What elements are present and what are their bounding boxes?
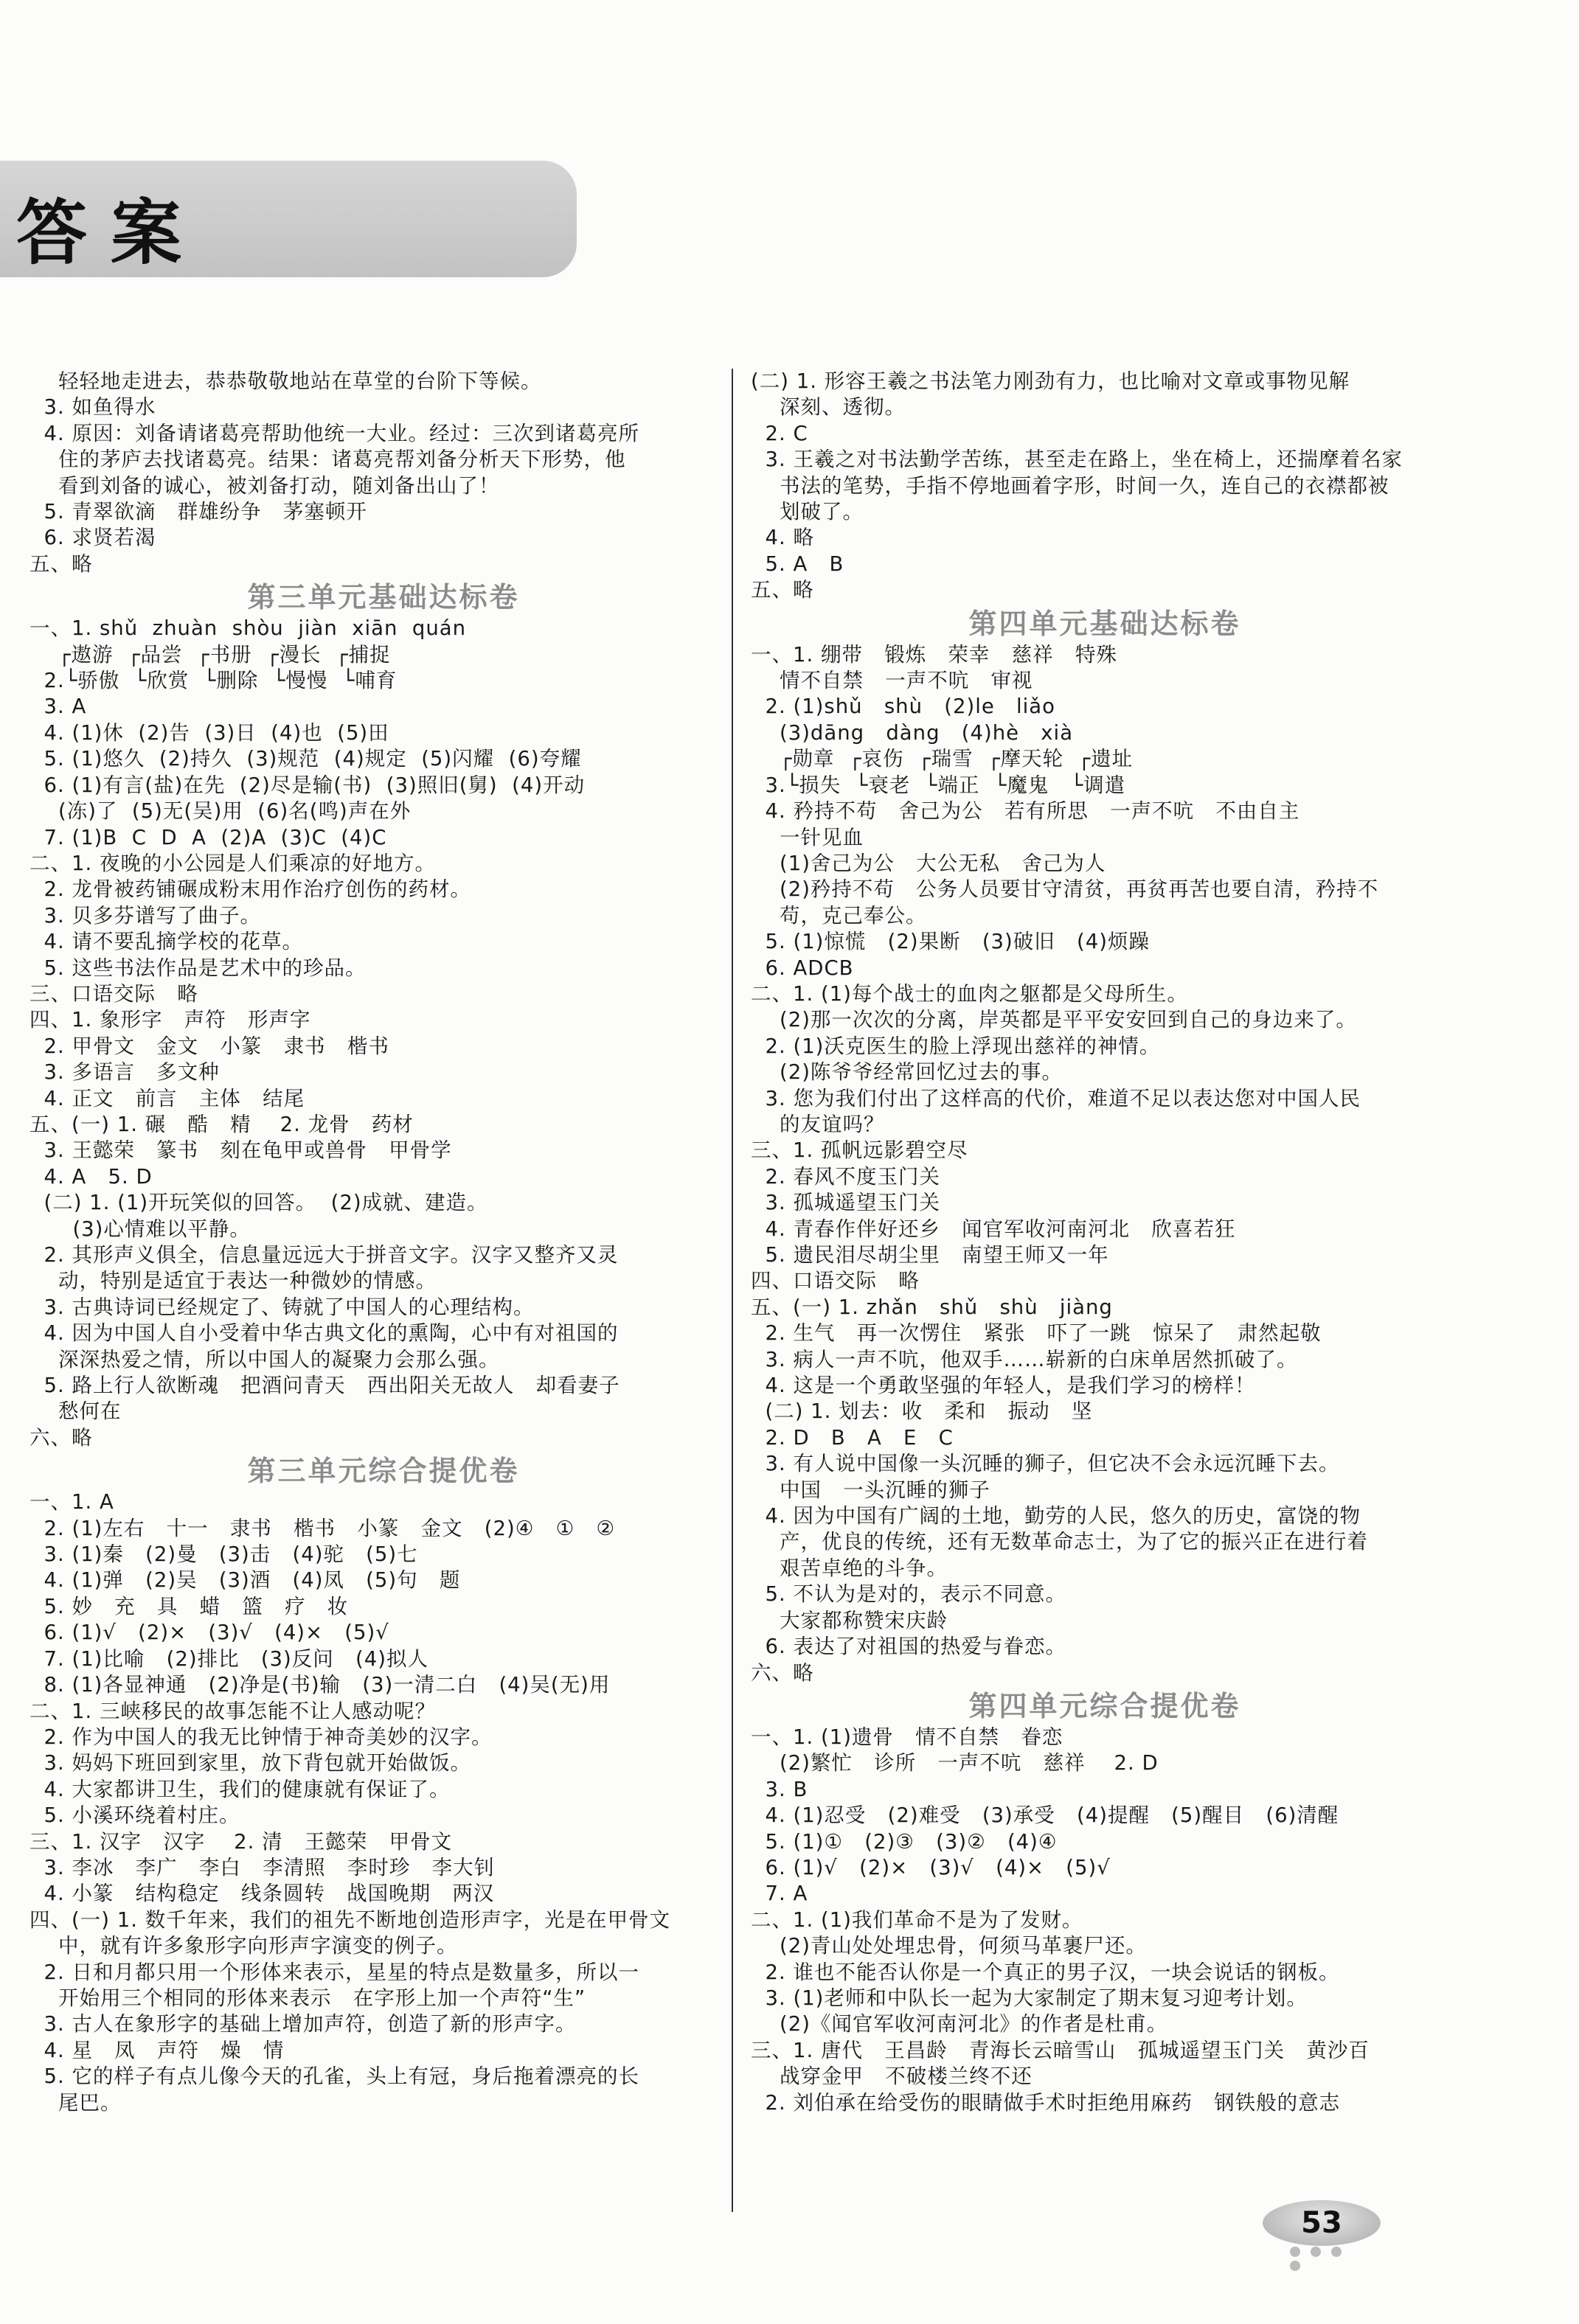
answer-line: 一针见血 (751, 825, 864, 849)
answer-line: 中国 一头沉睡的狮子 (751, 1478, 990, 1502)
answer-line: 六、略 (751, 1660, 814, 1685)
answer-line: 一、1. 绷带 锻炼 荣幸 慈祥 特殊 (751, 642, 1117, 667)
left-column (30, 369, 738, 2116)
answer-line: 3. 古人在象形字的基础上增加声符，创造了新的形声字。 (30, 2012, 577, 2036)
section-heading: 第三单元综合提优卷 (247, 1454, 520, 1488)
page-number-decoration (1285, 2246, 1366, 2258)
answer-line: 五、略 (30, 552, 93, 576)
answer-line: 深刻、透彻。 (751, 395, 906, 420)
answer-line: 4. 请不要乱摘学校的花草。 (30, 930, 303, 954)
answer-line: 三、口语交际 略 (30, 981, 198, 1006)
answer-line: 4. 因为中国人自小受着中华古典文化的熏陶，心中有对祖国的 (30, 1321, 619, 1346)
answer-line: 3. 有人说中国像一头沉睡的狮子，但它决不会永远沉睡下去。 (751, 1452, 1340, 1476)
answer-line: 二、1. 夜晚的小公园是人们乘凉的好地方。 (30, 851, 436, 875)
answer-line: 5. 青翠欲滴 群雄纷争 茅塞顿开 (30, 500, 367, 524)
answer-line: 三、1. 汉字 汉字 2. 清 王懿荣 甲骨文 (30, 1829, 453, 1854)
answer-line: 5. (1)惊慌 (2)果断 (3)破旧 (4)烦躁 (751, 930, 1150, 954)
answer-line: 6. 表达了对祖国的热爱与眷恋。 (751, 1635, 1066, 1659)
answer-line: 3. 多语言 多文种 (30, 1060, 220, 1085)
section-heading: 第四单元综合提优卷 (968, 1688, 1241, 1722)
answer-line: 愁何在 (30, 1399, 122, 1424)
answer-line: ┌遨游 ┌品尝 ┌书册 ┌漫长 ┌捕捉 (30, 642, 391, 667)
answer-line: (2)《闻官军收河南河北》的作者是杜甫。 (751, 2012, 1168, 2036)
answer-line: 2. 日和月都只用一个形体来表示，星星的特点是数量多，所以一 (30, 1960, 639, 1984)
answer-line: 5. 不认为是对的，表示不同意。 (751, 1582, 1066, 1607)
answer-line: 3. 王羲之对书法勤学苦练，甚至走在路上，坐在椅上，还揣摩着名家 (751, 448, 1403, 472)
answer-line: 动，特别是适宜于表达一种微妙的情感。 (30, 1269, 437, 1293)
answer-line: 深深热爱之情，所以中国人的凝聚力会那么强。 (30, 1347, 500, 1371)
answer-line: 3. A (30, 695, 87, 719)
answer-line: (3)dāng dàng (4)hè xià (751, 720, 1074, 745)
answer-line: 2. D B A E C (751, 1425, 954, 1450)
answer-line: 3. B (751, 1777, 808, 1801)
answer-line: 看到刘备的诚心，被刘备打动，随刘备出山了！ (30, 473, 500, 498)
answer-line: (2)繁忙 诊所 一声不吭 慈祥 2. D (751, 1751, 1159, 1775)
answer-line: 6. (1)有言(盐)在先 (2)尽是输(书) (3)照旧(舅) (4)开动 (30, 773, 586, 797)
answer-line: 3. 孤城遥望玉门关 (751, 1191, 940, 1215)
answer-line: (二) 1. 划去：收 柔和 振动 坚 (751, 1399, 1093, 1424)
answer-line: (2)矜持不苟 公务人员要甘守清贫，再贫再苦也要自清，矜持不 (751, 877, 1379, 902)
answer-line: 一、1. A (30, 1490, 114, 1514)
answer-line: 艰苦卓绝的斗争。 (751, 1556, 948, 1580)
answer-line: 中，就有许多象形字向形声字演变的例子。 (30, 1934, 458, 1958)
answer-line: 3. 贝多芬谱写了曲子。 (30, 903, 261, 928)
answer-line: 三、1. 孤帆远影碧空尽 (751, 1138, 968, 1163)
answer-line: 2.└骄傲 └欣赏 └删除 └慢慢 └哺育 (30, 669, 398, 693)
answer-line: 6. (1)√ (2)× (3)√ (4)× (5)√ (751, 1855, 1111, 1879)
answer-line: 5. 路上行人欲断魂 把酒问青天 西出阳关无故人 却看妻子 (30, 1374, 620, 1398)
answer-line: 2. 生气 再一次愣住 紧张 吓了一跳 惊呆了 肃然起敬 (751, 1321, 1322, 1346)
answer-line: 3.└损失 └衰老 └端正 └魔鬼 └调遣 (751, 773, 1126, 797)
answer-line: (2)陈爷爷经常回忆过去的事。 (751, 1060, 1063, 1085)
answer-line: 2. 谁也不能否认你是一个真正的男子汉，一块会说话的钢板。 (751, 1960, 1340, 1984)
answer-line: 4. 正文 前言 主体 结尾 (30, 1086, 305, 1110)
answer-line: 的友谊吗？ (751, 1112, 885, 1136)
page-title: 答案 (16, 192, 205, 274)
answer-line: 住的茅庐去找诸葛亮。结果：诸葛亮帮刘备分析天下形势，他 (30, 448, 626, 472)
answer-line: 2. 其形声义俱全，信息量远远大于拼音文字。汉字又整齐又灵 (30, 1243, 619, 1267)
answer-line: 6. ADCB (751, 956, 854, 980)
answer-line: 2. 春风不度玉门关 (751, 1164, 940, 1189)
answer-line: (2)青山处处埋忠骨，何须马革裹尸还。 (751, 1934, 1147, 1958)
answer-line: 二、1. (1)我们革命不是为了发财。 (751, 1907, 1083, 1932)
answer-line: 四、1. 象形字 声符 形声字 (30, 1008, 311, 1032)
answer-line: 尾巴。 (30, 2090, 122, 2115)
answer-line: 一、1. shǔ zhuàn shòu jiàn xiān quán (30, 616, 467, 641)
answer-line: 产，优良的传统，还有无数革命志士，为了它的振兴正在进行着 (751, 1530, 1368, 1554)
answer-line: 3. 病人一声不吭，他双手……崭新的白床单居然抓破了。 (751, 1347, 1298, 1371)
answer-line: 五、(一) 1. zhǎn shǔ shù jiàng (751, 1295, 1113, 1319)
answer-line: 7. A (751, 1882, 808, 1906)
answer-line: 二、1. (1)每个战士的血肉之躯都是父母所生。 (751, 981, 1188, 1006)
answer-line: 5. (1)悠久 (2)持久 (3)规范 (4)规定 (5)闪耀 (6)夸耀 (30, 747, 582, 771)
answer-line: 3. 李冰 李广 李白 李清照 李时珍 李大钊 (30, 1855, 496, 1879)
answer-line: 3. 古典诗词已经规定了、铸就了中国人的心理结构。 (30, 1295, 535, 1319)
answer-line: 4. (1)忍受 (2)难受 (3)承受 (4)提醒 (5)醒目 (6)清醒 (751, 1803, 1339, 1828)
answer-line: 一、1. (1)遗骨 情不自禁 眷恋 (751, 1725, 1063, 1749)
answer-line: 4. (1)弹 (2)吴 (3)酒 (4)凤 (5)句 题 (30, 1568, 461, 1593)
answer-line: (3)心情难以平静。 (30, 1217, 251, 1241)
answer-line: (二) 1. 形容王羲之书法笔力刚劲有力，也比喻对文章或事物见解 (751, 369, 1350, 393)
answer-line: 开始用三个相同的形体来表示 在字形上加一个声符“生” (30, 1986, 586, 2010)
answer-line: 2. 龙骨被药铺碾成粉末用作治疗创伤的药材。 (30, 877, 471, 902)
answer-line: (二) 1. (1)开玩笑似的回答。 (2)成就、建造。 (30, 1191, 488, 1215)
answer-line: 4. 大家都讲卫生，我们的健康就有保证了。 (30, 1777, 451, 1801)
answer-line: 2. 作为中国人的我无比钟情于神奇美妙的汉字。 (30, 1725, 493, 1749)
page-number: 53 (1263, 2200, 1381, 2246)
answer-line: 4. 略 (751, 526, 814, 550)
answer-line: 4. (1)休 (2)告 (3)日 (4)也 (5)田 (30, 720, 389, 745)
answer-line: 3. (1)老师和中队长一起为大家制定了期末复习迎考计划。 (751, 1986, 1308, 2010)
answer-line: ┌勋章 ┌哀伤 ┌瑞雪 ┌摩天轮 ┌遗址 (751, 747, 1134, 771)
answer-line: 4. 矜持不苟 舍己为公 若有所思 一声不吭 不由自主 (751, 799, 1300, 824)
answer-line: 五、(一) 1. 碾 酷 精 2. 龙骨 药材 (30, 1112, 414, 1136)
answer-line: 5. (1)① (2)③ (3)② (4)④ (751, 1829, 1058, 1854)
answer-line: 5. 遗民泪尽胡尘里 南望王师又一年 (751, 1243, 1109, 1267)
answer-line: 轻轻地走进去，恭恭敬敬地站在草堂的台阶下等候。 (30, 369, 542, 393)
answer-line: 5. 妙 充 具 蜡 篮 疗 妆 (30, 1594, 349, 1618)
answer-line: 书法的笔势，手指不停地画着字形，时间一久，连自己的衣襟都被 (751, 473, 1389, 498)
answer-line: 5. 小溪环绕着村庄。 (30, 1803, 240, 1828)
answer-line: 7. (1)比喻 (2)排比 (3)反问 (4)拟人 (30, 1646, 428, 1671)
answer-line: 4. A 5. D (30, 1164, 153, 1189)
answer-line: 4. 星 凤 声符 燥 情 (30, 2038, 285, 2062)
answer-line: 3. 如鱼得水 (30, 395, 156, 420)
answer-line: 5. 这些书法作品是艺术中的珍品。 (30, 956, 367, 980)
right-column (751, 369, 1459, 2116)
answer-line: 五、略 (751, 578, 814, 602)
answer-line: 4. 原因：刘备请诸葛亮帮助他统一大业。经过：三次到诸葛亮所 (30, 421, 639, 445)
answer-line: 2. (1)左右 十一 隶书 楷书 小篆 金文 (2)④ ① ② (30, 1516, 616, 1540)
section-heading: 第四单元基础达标卷 (968, 606, 1241, 640)
answer-line: 2. C (751, 421, 808, 445)
answer-line: 8. (1)各显神通 (2)净是(书)输 (3)一清二白 (4)吴(无)用 (30, 1673, 611, 1697)
answer-line: 3. (1)秦 (2)曼 (3)击 (4)驼 (5)七 (30, 1542, 418, 1567)
answer-line: 4. 小篆 结构稳定 线条圆转 战国晚期 两汉 (30, 1882, 495, 1906)
answer-line: 2. 甲骨文 金文 小篆 隶书 楷书 (30, 1034, 389, 1058)
answer-line: 划破了。 (751, 500, 864, 524)
answer-line: 3. 王懿荣 篆书 刻在龟甲或兽骨 甲骨学 (30, 1138, 452, 1163)
section-heading: 第三单元基础达标卷 (247, 580, 520, 614)
answer-line: 6. 求贤若渴 (30, 526, 156, 550)
answer-line: 六、略 (30, 1425, 93, 1450)
answer-line: 3. 妈妈下班回到家里，放下背包就开始做饭。 (30, 1751, 471, 1775)
answer-line: (1)舍己为公 大公无私 舍己为人 (751, 851, 1106, 875)
answer-line: 3. 您为我们付出了这样高的代价，难道不足以表达您对中国人民 (751, 1086, 1361, 1110)
answer-line: 4. 这是一个勇敢坚强的年轻人，是我们学习的榜样！ (751, 1374, 1256, 1398)
answer-line: 2. 刘伯承在给受伤的眼睛做手术时拒绝用麻药 钢铁般的意志 (751, 2090, 1341, 2115)
answer-line: (冻)了 (5)无(吴)用 (6)名(鸣)声在外 (30, 799, 412, 824)
answer-line: 情不自禁 一声不吭 审视 (751, 669, 1033, 693)
answer-line: 6. (1)√ (2)× (3)√ (4)× (5)√ (30, 1621, 389, 1645)
answer-line: 战穿金甲 不破楼兰终不还 (751, 2064, 1033, 2089)
answer-line: 三、1. 唐代 王昌龄 青海长云暗雪山 孤城遥望玉门关 黄沙百 (751, 2038, 1370, 2062)
answer-line: 2. (1)shǔ shù (2)le liǎo (751, 695, 1055, 719)
answer-line: 2. (1)沃克医生的脸上浮现出慈祥的神情。 (751, 1034, 1161, 1058)
answer-line: 二、1. 三峡移民的故事怎能不让人感动呢？ (30, 1699, 436, 1723)
answer-line: (2)那一次次的分离，岸英都是平平安安回到自己的身边来了。 (751, 1008, 1357, 1032)
answer-line: 四、(一) 1. 数千年来，我们的祖先不断地创造形声字，光是在甲骨文 (30, 1907, 671, 1932)
answer-line: 7. (1)B C D A (2)A (3)C (4)C (30, 825, 387, 849)
answer-line: 四、口语交际 略 (751, 1269, 920, 1293)
answer-line: 4. 青春作伴好还乡 闻官军收河南河北 欣喜若狂 (751, 1217, 1236, 1241)
answer-line: 苟，克己奉公。 (751, 903, 927, 928)
answer-line: 4. 因为中国有广阔的土地，勤劳的人民，悠久的历史，富饶的物 (751, 1504, 1361, 1528)
answer-line: 5. A B (751, 552, 844, 576)
answer-line: 大家都称赞宋庆龄 (751, 1608, 948, 1632)
answer-line: 5. 它的样子有点儿像今天的孔雀，头上有冠，身后拖着漂亮的长 (30, 2064, 639, 2089)
